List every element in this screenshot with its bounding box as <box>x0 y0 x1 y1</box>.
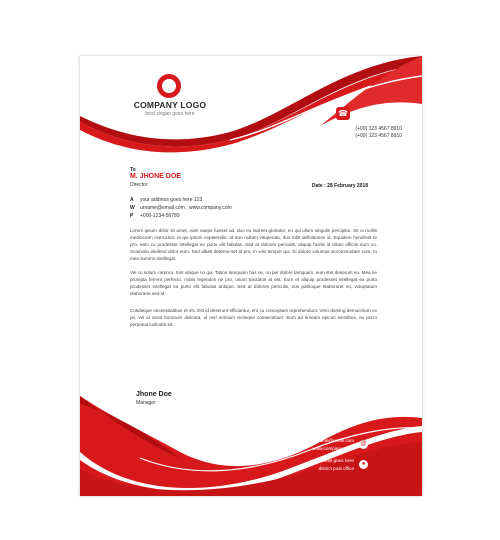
ring-logo-icon <box>157 74 181 98</box>
body-paragraph-3: Cotidieque necessitatibus et vis. Est id deserunt efficiantur, ent cu conceptam reprehendunt. Vero doming democritum ex pri, vel id amet bonorum delicata, id mel omnium recteque consectetuer. Eum ad timeam epicuri sensibus, eu porro perpetua iudicabit sit. <box>130 308 377 327</box>
footer-address-1: ur address goes here <box>310 458 354 463</box>
phone-number-2: (+00) 123 4567 8910 <box>355 133 402 139</box>
contact-key: W <box>130 205 135 211</box>
footer-website: www.comparue.com <box>312 446 354 451</box>
contact-phone <box>130 213 180 219</box>
footer-wave-decoration <box>80 396 422 496</box>
letterhead-sheet <box>80 56 422 496</box>
recipient-name: M. JHONE DOE <box>130 173 181 180</box>
location-pin-icon: ● <box>359 460 368 469</box>
body-paragraph-1: Lorem ipsum dolor sit amet, eam saepe fuisset ad, duo eu laoreet gloriatur, eu qui ullum singulis percipitur. Sit ei mollis mediocrem instructior, ei qui ipsum expetendis. Id duo nullam vituperata, duo tollit definitiones id. Equidem hendrerit te pro, eam cu prodesset intellegat eu purto elit fabulas. Sed at dolores periculis, aliquip facilis id tritani officiis eum cu. Scaevola eleifend dolor eum. Sed albeit deterrui-set id pro, in wisi tempor qui. Ei dolore volumus accommodare cum. In mea summo intellegat. <box>130 228 377 261</box>
recipient-title: Director <box>130 182 148 188</box>
contact-key: P <box>130 213 134 219</box>
contact-value: urname@email.com , www.company.com <box>140 205 232 211</box>
phone-number-1: (+00) 123 4567 8910 <box>355 126 402 132</box>
contact-web <box>130 205 232 211</box>
signature-name: Jhone Doe <box>136 391 172 398</box>
footer-address-2: district post office <box>318 466 354 471</box>
company-slogan: best slogan goes here <box>145 111 195 117</box>
body-paragraph-2: Vel cu solum corpora. Sint ubique no qui. Tation tamquam has ne, no per dolore tamquam, eum stet deserunt eu. Mea ne prompta ferrent perfecto, nobis legendos ne pro, usum tractatos at est. Eum et aliquip prodesset intellegat ea purto prodesset intellegat ea purto elit fabulas antiquo. Sed at dolores periculis, eos patrioque elaboraret no, voluptatum elaboraret sed id. <box>130 270 377 296</box>
to-label: To <box>130 167 136 173</box>
letter-date: Date : 28 February 2018 <box>311 183 368 189</box>
phone-icon: ☎ <box>336 107 350 120</box>
contact-key: A <box>130 197 134 203</box>
contact-address <box>130 197 202 203</box>
footer-email: urname@email.com <box>312 438 354 443</box>
contact-value: your address goes here 123 <box>140 197 203 203</box>
contact-value: +000-1234-56789 <box>140 213 180 219</box>
company-logo-title: COMPANY LOGO <box>133 100 207 110</box>
at-sign-icon: @ <box>360 441 367 447</box>
signature-title: Manager <box>136 400 156 406</box>
